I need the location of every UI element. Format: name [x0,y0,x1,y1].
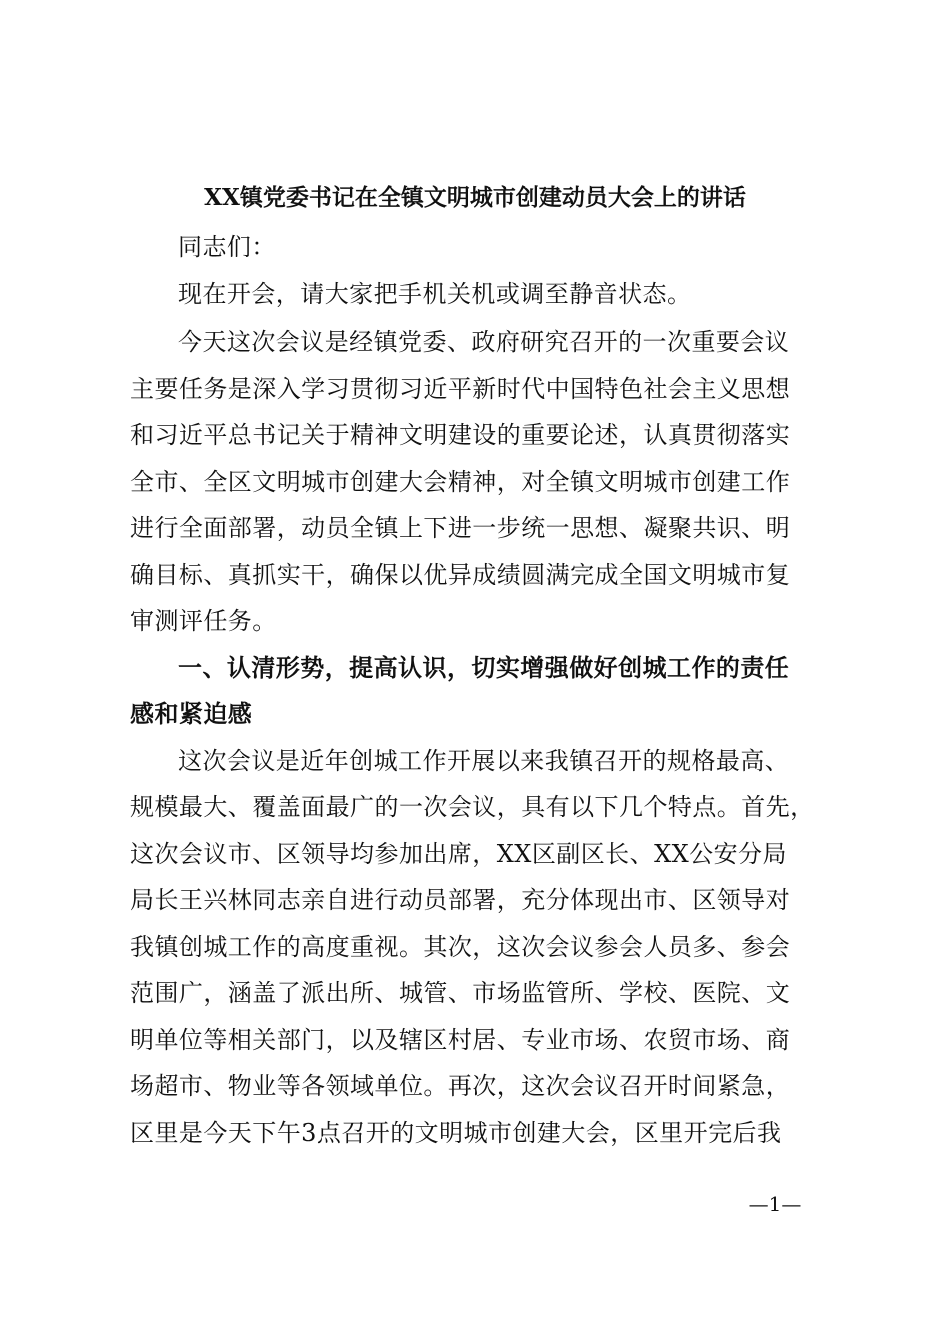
body-line: 规模最大、覆盖面最广的一次会议，具有以下几个特点。首先， [130,793,815,821]
page-number: —1— [748,1192,802,1216]
body-line: 这次会议市、区领导均参加出席，XX区副区长、XX公安分局 [130,840,787,868]
body-line: 我镇创城工作的高度重视。其次，这次会议参会人员多、参会 [130,933,791,961]
body-line: 这次会议是近年创城工作开展以来我镇召开的规格最高、 [178,747,790,775]
paragraph-line: 确目标、真抓实干，确保以优异成绩圆满完成全国文明城市复 [130,561,791,589]
body-line: 明单位等相关部门，以及辖区村居、专业市场、农贸市场、商 [130,1026,791,1054]
paragraph-line: 进行全面部署，动员全镇上下进一步统一思想、凝聚共识、明 [130,514,791,542]
paragraph-line: 现在开会，请大家把手机关机或调至静音状态。 [178,280,692,308]
body-line: 范围广，涵盖了派出所、城管、市场监管所、学校、医院、文 [130,979,791,1007]
section-heading-line: 感和紧迫感 [130,699,253,728]
paragraph-line: 全市、全区文明城市创建大会精神，对全镇文明城市创建工作 [130,468,791,496]
paragraph-line: 和习近平总书记关于精神文明建设的重要论述，认真贯彻落实 [130,421,791,449]
document-title: XX镇党委书记在全镇文明城市创建动员大会上的讲话 [204,184,746,211]
body-line: 区里是今天下午3点召开的文明城市创建大会，区里开完后我 [130,1119,782,1147]
paragraph-line: 今天这次会议是经镇党委、政府研究召开的一次重要会议 [178,328,790,356]
salutation: 同志们： [178,233,276,261]
body-line: 场超市、物业等各领域单位。再次，这次会议召开时间紧急， [130,1072,791,1100]
body-line: 局长王兴林同志亲自进行动员部署，充分体现出市、区领导对 [130,886,791,914]
paragraph-line: 主要任务是深入学习贯彻习近平新时代中国特色社会主义思想 [130,375,791,403]
section-heading-line: 一、认清形势，提高认识，切实增强做好创城工作的责任 [178,653,790,682]
paragraph-line: 审测评任务。 [130,607,277,635]
